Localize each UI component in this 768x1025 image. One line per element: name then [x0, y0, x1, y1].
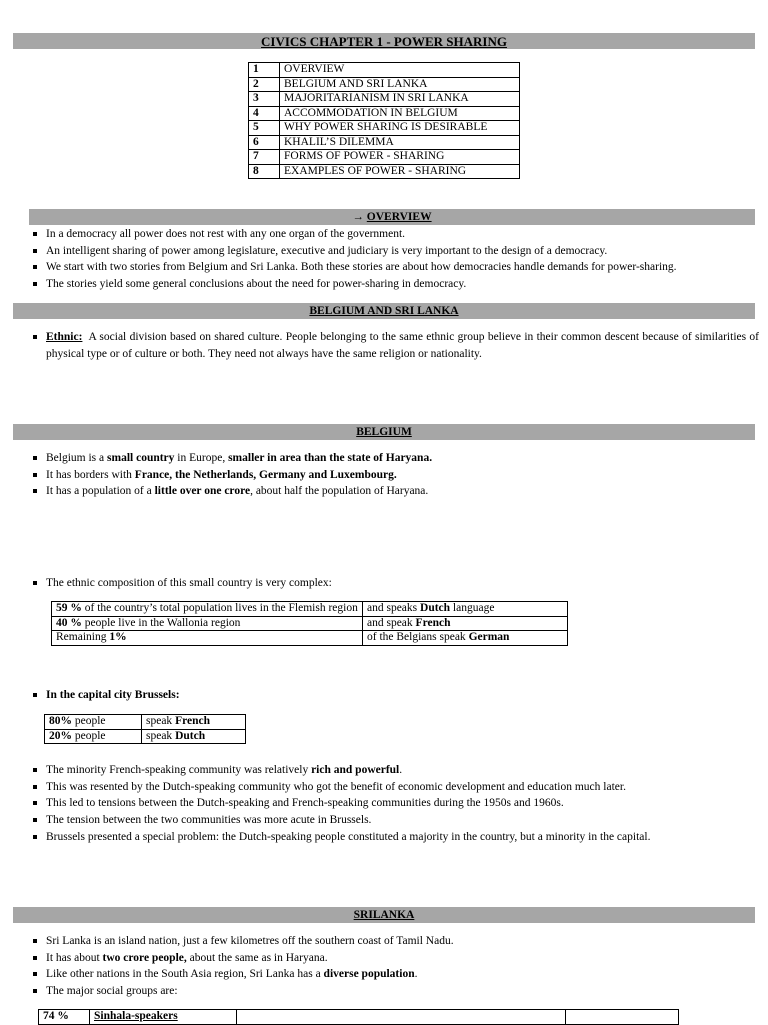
belgium-heading-bar — [13, 424, 755, 440]
toc-row — [249, 63, 520, 78]
ethnic-intro — [29, 575, 764, 592]
table-cell: and speaks Dutch language — [363, 602, 568, 617]
list-item: The tension between the two communities was more acute in Brussels. — [29, 812, 764, 829]
list-item: Sri Lanka is an island nation, just a few kilometres off the southern coast of Tamil Nadu. — [29, 933, 764, 950]
list-item: In a democracy all power does not rest with any one organ of the government. — [29, 226, 764, 243]
table-cell: 80% people — [45, 715, 142, 730]
toc-number: 1 — [249, 63, 280, 78]
toc-row — [249, 164, 520, 179]
list-item: This was resented by the Dutch-speaking community who got the benefit of economic development and education much later. — [29, 779, 764, 796]
table-cell: of the Belgians speak German — [363, 631, 568, 646]
toc-label: MAJORITARIANISM IN SRI LANKA — [280, 92, 520, 107]
list-item: Like other nations in the South Asia region, Sri Lanka has a diverse population. — [29, 966, 764, 983]
srilanka-heading: SRILANKA — [353, 909, 415, 921]
toc-number: 2 — [249, 77, 280, 92]
table-cell: 59 % of the country’s total population lives in the Flemish region — [52, 602, 363, 617]
table-cell — [237, 1010, 566, 1025]
belgium-facts — [29, 450, 764, 500]
belgium-heading: BELGIUM — [356, 426, 412, 438]
belgium-srilanka-heading: BELGIUM AND SRI LANKA — [309, 305, 459, 317]
toc-label: KHALIL’S DILEMMA — [280, 135, 520, 150]
ethnic-definition — [29, 329, 759, 362]
toc-row — [249, 92, 520, 107]
list-item: It has a population of a little over one crore, about half the population of Haryana. — [29, 483, 764, 500]
table-row — [52, 602, 568, 617]
belgium-tension-list — [29, 762, 764, 846]
toc-number: 7 — [249, 150, 280, 165]
toc-row — [249, 150, 520, 165]
ethnic-term: Ethnic: — [46, 331, 83, 343]
toc-row — [249, 106, 520, 121]
toc-number: 4 — [249, 106, 280, 121]
table-cell — [566, 1010, 679, 1025]
capital-heading — [29, 687, 764, 704]
list-item: It has about two crore people, about the same as in Haryana. — [29, 950, 764, 967]
list-item: We start with two stories from Belgium and Sri Lanka. Both these stories are about how democracies handle demands for power-sharing. — [29, 259, 764, 276]
table-cell: and speak French — [363, 616, 568, 631]
belgium-srilanka-heading-bar — [13, 303, 755, 319]
table-cell: speak French — [142, 715, 246, 730]
overview-heading-bar — [29, 209, 755, 225]
toc-label: OVERVIEW — [280, 63, 520, 78]
list-item: The ethnic composition of this small country is very complex: — [29, 575, 764, 592]
table-row — [52, 616, 568, 631]
overview-heading: OVERVIEW — [366, 211, 432, 223]
table-cell: 74 % — [39, 1010, 90, 1025]
toc-label: WHY POWER SHARING IS DESIRABLE — [280, 121, 520, 136]
list-item: This led to tensions between the Dutch-speaking and French-speaking communities during the 1950s and 1960s. — [29, 795, 764, 812]
table-cell: speak Dutch — [142, 729, 246, 744]
list-item: An intelligent sharing of power among legislature, executive and judiciary is very important to the design of a democracy. — [29, 243, 764, 260]
srilanka-heading-bar — [13, 907, 755, 923]
document-title: CIVICS CHAPTER 1 - POWER SHARING — [13, 33, 755, 49]
toc-row — [249, 121, 520, 136]
list-item: The major social groups are: — [29, 983, 764, 1000]
srilanka-facts — [29, 933, 764, 1000]
list-item: The minority French-speaking community was relatively rich and powerful. — [29, 762, 764, 779]
overview-list — [29, 226, 764, 293]
table-row — [45, 715, 246, 730]
list-item: Belgium is a small country in Europe, smaller in area than the state of Haryana. — [29, 450, 764, 467]
table-row — [52, 631, 568, 646]
toc-label: ACCOMMODATION IN BELGIUM — [280, 106, 520, 121]
table-row — [45, 729, 246, 744]
srilanka-groups-table — [38, 1009, 679, 1025]
table-row — [39, 1010, 679, 1025]
toc-label: FORMS OF POWER - SHARING — [280, 150, 520, 165]
toc-table — [248, 62, 520, 179]
table-cell: Sinhala-speakers — [90, 1010, 237, 1025]
table-cell: 20% people — [45, 729, 142, 744]
table-cell: Remaining 1% — [52, 631, 363, 646]
ethnic-definition-text: A social division based on shared culture. People belonging to the same ethnic group believe in their common descent because of similarities of physical type or of culture or both. They need not always have the same religion or nationality. — [46, 331, 759, 360]
toc-number: 3 — [249, 92, 280, 107]
toc-number: 8 — [249, 164, 280, 179]
arrow-icon: → — [352, 211, 364, 223]
toc-row — [249, 135, 520, 150]
belgium-composition-table — [51, 601, 568, 646]
toc-number: 6 — [249, 135, 280, 150]
toc-row — [249, 77, 520, 92]
list-item: Brussels presented a special problem: the Dutch-speaking people constituted a majority in the country, but a minority in the capital. — [29, 829, 764, 846]
toc-number: 5 — [249, 121, 280, 136]
list-item — [29, 329, 759, 362]
toc-label: BELGIUM AND SRI LANKA — [280, 77, 520, 92]
list-item: In the capital city Brussels: — [29, 687, 764, 704]
table-cell: 40 % people live in the Wallonia region — [52, 616, 363, 631]
list-item: The stories yield some general conclusions about the need for power-sharing in democracy. — [29, 276, 764, 293]
list-item: It has borders with France, the Netherlands, Germany and Luxembourg. — [29, 467, 764, 484]
brussels-table — [44, 714, 246, 744]
toc-label: EXAMPLES OF POWER - SHARING — [280, 164, 520, 179]
